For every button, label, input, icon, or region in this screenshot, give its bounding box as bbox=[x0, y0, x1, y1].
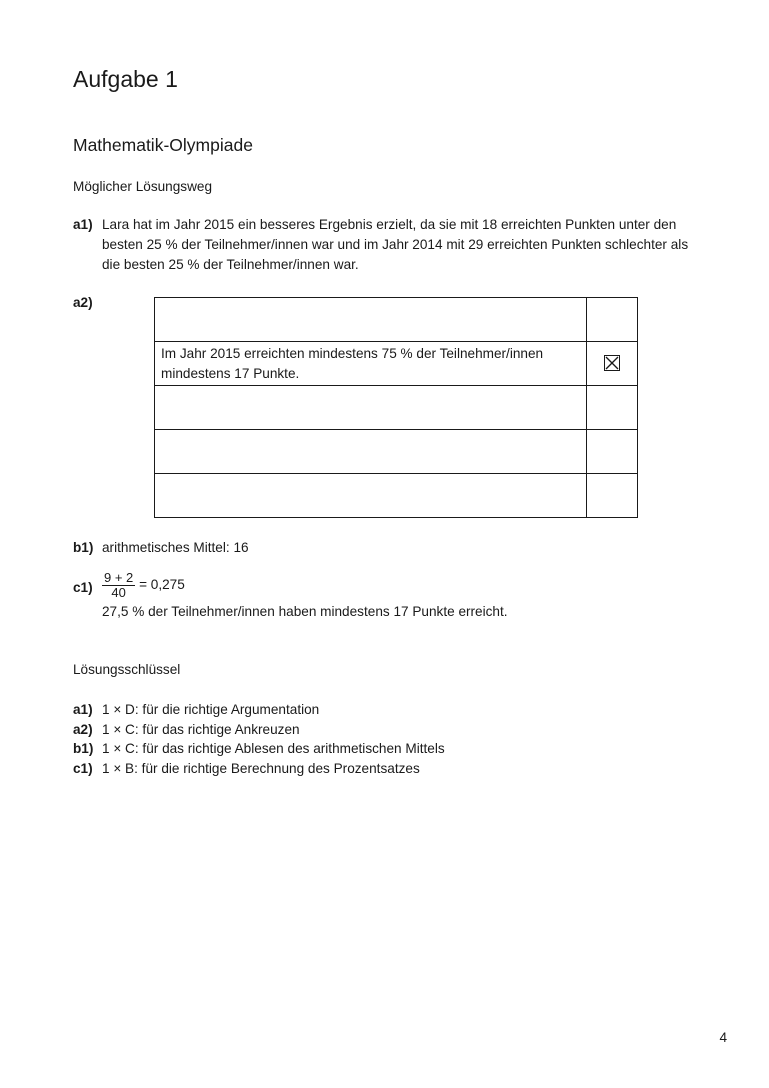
solution-a2-label: a2) bbox=[73, 295, 93, 310]
page-title: Aufgabe 1 bbox=[73, 66, 178, 92]
item-label: c1) bbox=[73, 580, 93, 595]
statement-row bbox=[155, 298, 638, 342]
statement-row bbox=[155, 474, 638, 518]
statement-text bbox=[155, 298, 587, 342]
key-item-text: 1 × C: für das richtige Ankreuzen bbox=[102, 721, 300, 737]
solution-c1-text: 27,5 % der Teilnehmer/innen haben mindestens 17 Punkte erreicht. bbox=[102, 604, 508, 619]
statement-checkbox-cell bbox=[587, 474, 638, 518]
fraction-numerator: 9 + 2 bbox=[104, 570, 134, 585]
statement-checkbox-cell bbox=[587, 386, 638, 430]
key-item-c1 bbox=[73, 759, 693, 779]
statement-checkbox-cell bbox=[587, 430, 638, 474]
key-item-a2 bbox=[73, 720, 693, 740]
solution-b1 bbox=[73, 538, 693, 558]
page-number: 4 bbox=[719, 1030, 727, 1045]
solution-a1 bbox=[73, 215, 693, 275]
statement-row bbox=[155, 342, 638, 386]
statement-table bbox=[154, 297, 638, 518]
statement-checkbox-cell bbox=[587, 298, 638, 342]
statement-text bbox=[155, 430, 587, 474]
item-label: a1) bbox=[73, 217, 93, 232]
calculation bbox=[102, 571, 702, 600]
statement-text bbox=[155, 386, 587, 430]
solution-heading: Möglicher Lösungsweg bbox=[73, 179, 213, 194]
item-label: a2) bbox=[73, 721, 93, 737]
item-label: b1) bbox=[73, 741, 94, 756]
key-item-text: 1 × B: für die richtige Berechnung des Prozentsatzes bbox=[102, 760, 420, 776]
statement-checkbox-cell bbox=[587, 342, 638, 386]
fraction-result: = 0,275 bbox=[139, 577, 185, 593]
answer-key-list bbox=[73, 700, 693, 778]
item-label: a1) bbox=[73, 702, 93, 717]
statement-text bbox=[155, 474, 587, 518]
key-item-b1 bbox=[73, 739, 693, 759]
fraction-denominator: 40 bbox=[111, 585, 126, 600]
statement-row bbox=[155, 430, 638, 474]
section-title: Mathematik-Olympiade bbox=[73, 135, 253, 155]
checked-box-icon bbox=[604, 355, 620, 371]
key-item-text: 1 × C: für das richtige Ablesen des arithmetischen Mittels bbox=[102, 741, 445, 756]
key-item-text: 1 × D: für die richtige Argumentation bbox=[102, 702, 320, 717]
solution-c1 bbox=[73, 571, 693, 621]
solution-b1-text: arithmetisches Mittel: 16 bbox=[102, 540, 249, 555]
statement-text: Im Jahr 2015 erreichten mindestens 75 % der Teilnehmer/innen mindestens 17 Punkte. bbox=[155, 342, 587, 386]
item-label: b1) bbox=[73, 540, 94, 555]
item-label: c1) bbox=[73, 760, 93, 776]
solution-a1-text: Lara hat im Jahr 2015 ein besseres Ergebnis erzielt, da sie mit 18 erreichten Punkten unter den besten 25 % der Teilnehmer/innen war und im Jahr 2014 mit 29 erreichten Punkten schlechter als die besten 25 % der Teilnehmer/innen war. bbox=[102, 217, 689, 272]
statement-row bbox=[155, 386, 638, 430]
key-heading: Lösungsschlüssel bbox=[73, 662, 181, 677]
fraction bbox=[102, 571, 135, 600]
key-item-a1 bbox=[73, 700, 693, 720]
